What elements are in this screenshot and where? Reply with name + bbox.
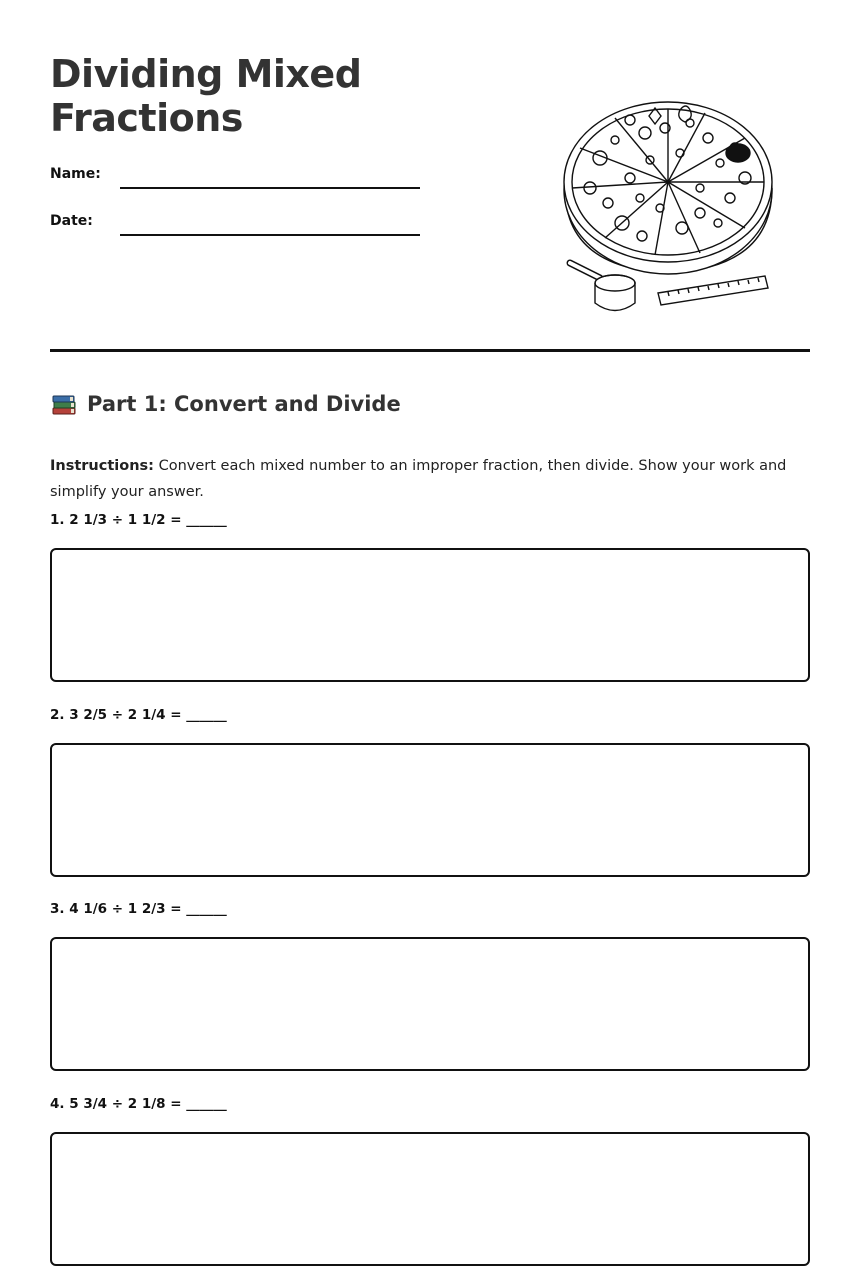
name-field[interactable] [50, 160, 420, 190]
date-field[interactable] [50, 207, 420, 237]
title-line-1: Dividing Mixed [50, 52, 362, 96]
answer-box[interactable] [50, 548, 810, 682]
pizza-illustration [560, 78, 825, 318]
instructions-text: Convert each mixed number to an improper fraction, then divide. Show your work and simplify your answer. [50, 457, 787, 500]
instructions-lead: Instructions: [50, 457, 154, 474]
answer-box[interactable] [50, 937, 810, 1071]
title-line-2: Fractions [50, 96, 243, 140]
pizza-icon [564, 102, 772, 311]
answer-box[interactable] [50, 743, 810, 877]
date-label: Date: [50, 213, 93, 229]
part1-title: Part 1: Convert and Divide [87, 392, 401, 416]
problem-label: 4. 5 3/4 ÷ 2 1/8 = ______ [50, 1096, 227, 1112]
books-icon [50, 390, 78, 418]
name-line[interactable] [120, 187, 420, 189]
name-label: Name: [50, 166, 101, 182]
problem-label: 3. 4 1/6 ÷ 1 2/3 = ______ [50, 901, 227, 917]
instructions [50, 453, 790, 505]
page-title [50, 52, 361, 140]
part1-heading [50, 388, 401, 420]
date-line[interactable] [120, 234, 420, 236]
problem-label: 2. 3 2/5 ÷ 2 1/4 = ______ [50, 707, 227, 723]
answer-box[interactable] [50, 1132, 810, 1266]
header-divider [50, 349, 810, 352]
problem-label: 1. 2 1/3 ÷ 1 1/2 = ______ [50, 512, 227, 528]
